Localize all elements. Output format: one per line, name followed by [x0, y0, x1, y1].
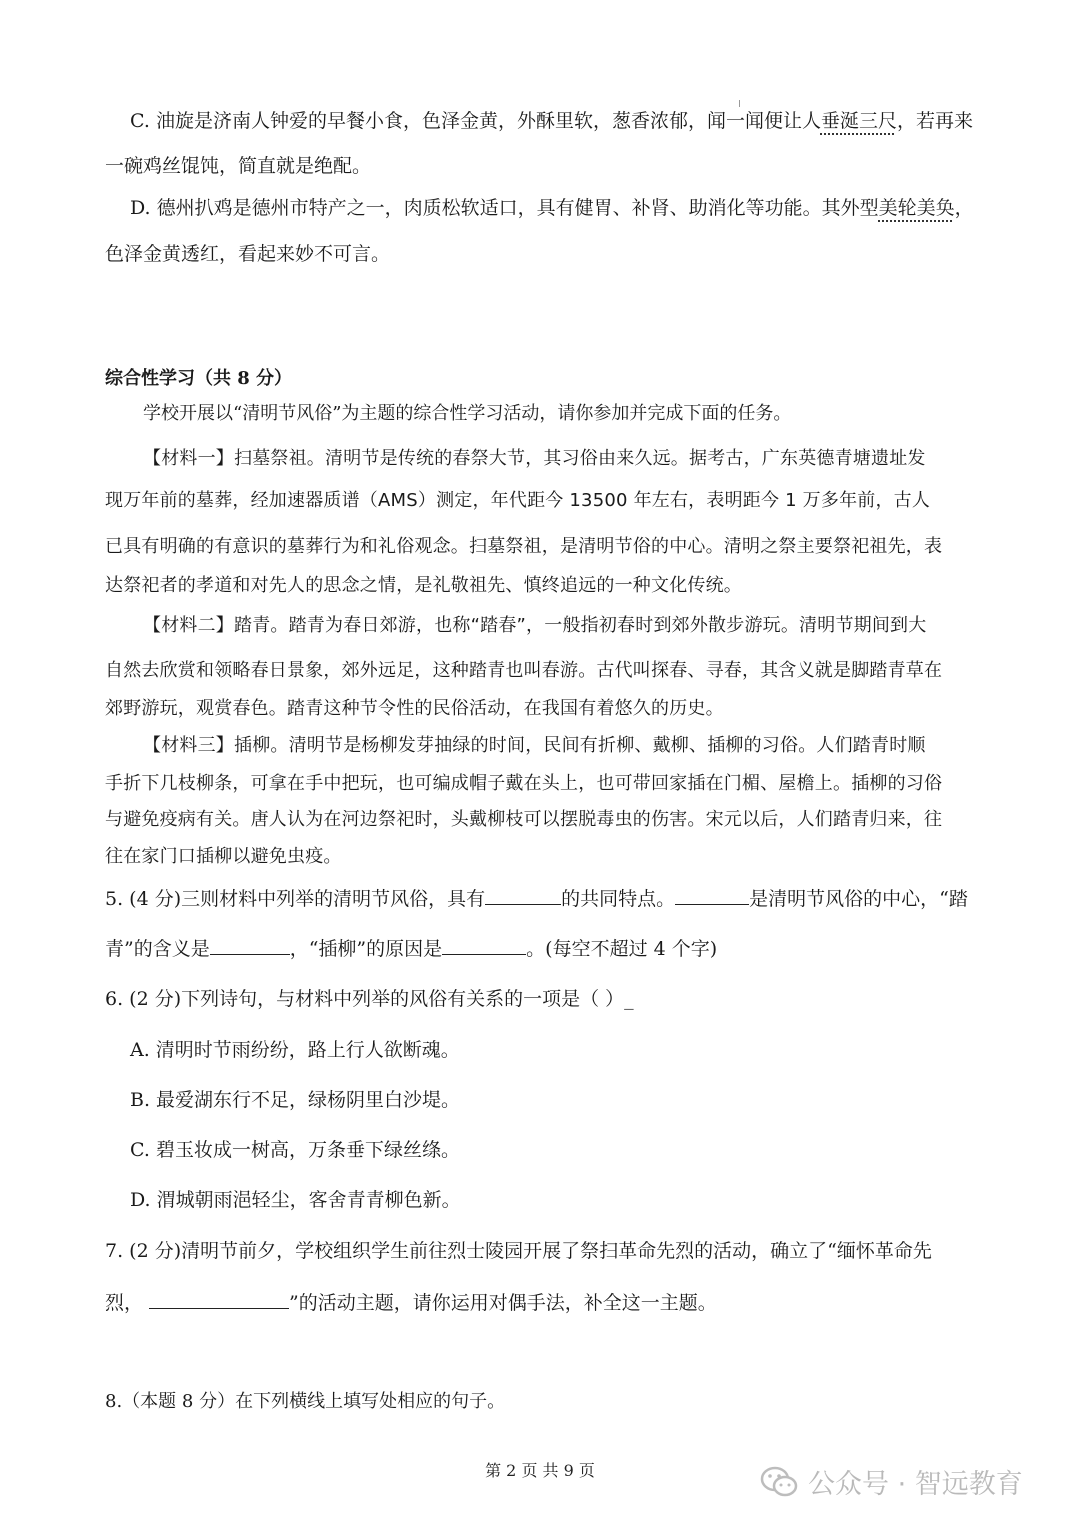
answer-blank[interactable]: [485, 886, 561, 905]
material-3-line: 手折下几枝柳条，可拿在手中把玩，也可编成帽子戴在头上，也可带回家插在门楣、屋檐上。插柳的习俗: [105, 773, 943, 794]
question-6-stem: 6. (2 分)下列诗句，与材料中列举的风俗有关系的一项是（ ）_: [105, 988, 634, 1010]
material-2-line: 【材料二】踏青。踏青为春日郊游，也称“踏春”，一般指初春时到郊外散步游玩。清明节期间到大: [143, 615, 927, 636]
material-1-line: 【材料一】扫墓祭祖。清明节是传统的春祭大节，其习俗由来久远。据考古，广东英德青塘遗址发: [143, 448, 926, 469]
option-d-line2: 色泽金黄透红，看起来妙不可言。: [105, 243, 391, 265]
wechat-watermark: [760, 1462, 1023, 1501]
watermark-text: 公众号 · 智远教育: [808, 1469, 1023, 1500]
stray-mark: [739, 100, 740, 107]
question-5-line2: 青”的含义是 ，“插柳”的原因是 。(每空不超过 4 个字): [105, 938, 718, 960]
option-d-line1: D. 德州扒鸡是德州市特产之一，肉质松软适口，具有健胃、补肾、助消化等功能。其外型美轮美奂，: [130, 197, 974, 219]
material-2-line: 自然去欣赏和领略春日景象，郊外远足，这种踏青也叫春游。古代叫探春、寻春，其含义就是脚踏青草在: [105, 660, 943, 681]
section-title: 综合性学习（共 8 分）: [105, 368, 293, 389]
material-1-line: 已具有明确的有意识的墓葬行为和礼俗观念。扫墓祭祖，是清明节俗的中心。清明之祭主要祭祀祖先，表: [105, 536, 943, 557]
answer-blank[interactable]: [210, 936, 290, 955]
question-6-option-a: A. 清明时节雨纷纷，路上行人欲断魂。: [130, 1039, 460, 1061]
option-c-line2: 一碗鸡丝馄饨，简直就是绝配。: [105, 155, 372, 177]
answer-blank[interactable]: [675, 886, 749, 905]
question-5-line1: 5. (4 分)三则材料中列举的清明节风俗，具有 的共同特点。 是清明节风俗的中心，“踏: [105, 888, 968, 910]
section-intro: 学校开展以“清明节风俗”为主题的综合性学习活动，请你参加并完成下面的任务。: [143, 403, 792, 424]
material-2-line: 郊野游玩，观赏春色。踏青这种节令性的民俗活动，在我国有着悠久的历史。: [105, 698, 724, 719]
material-3-line: 与避免疫病有关。唐人认为在河边祭祀时，头戴柳枝可以摆脱毒虫的伤害。宋元以后，人们踏青归来，往: [105, 809, 943, 830]
material-1-line: 现万年前的墓葬，经加速器质谱（AMS）测定，年代距今 13500 年左右，表明距今 1 万多年前，古人: [105, 490, 931, 511]
material-1-line: 达祭祀者的孝道和对先人的思念之情，是礼敬祖先、慎终追远的一种文化传统。: [105, 575, 742, 596]
material-3-line: 【材料三】插柳。清明节是杨柳发芽抽绿的时间，民间有折柳、戴柳、插柳的习俗。人们踏青时顺: [143, 735, 926, 756]
wechat-logo-icon: [760, 1465, 798, 1499]
material-3-line: 往在家门口插柳以避免虫疫。: [105, 846, 342, 867]
question-6-option-b: B. 最爱湖东行不足，绿杨阴里白沙堤。: [130, 1089, 461, 1111]
option-c-line1: C. 油旋是济南人钟爱的早餐小食，色泽金黄，外酥里软，葱香浓郁，闻一闻便让人垂涎三尺，若再来: [130, 110, 973, 132]
question-8: 8.（本题 8 分）在下列横线上填写处相应的句子。: [105, 1391, 506, 1412]
question-7-line2: 烈， ”的活动主题，请你运用对偶手法，补全这一主题。: [105, 1292, 717, 1314]
page-number: 第 2 页 共 9 页: [485, 1461, 595, 1480]
question-6-option-c: C. 碧玉妆成一树高，万条垂下绿丝绦。: [130, 1139, 460, 1161]
dotted-phrase: 美轮美奂: [878, 197, 955, 219]
dotted-phrase: 垂涎三尺: [820, 110, 897, 132]
answer-blank[interactable]: [442, 936, 526, 955]
question-6-option-d: D. 渭城朝雨浥轻尘，客舍青青柳色新。: [130, 1189, 461, 1211]
answer-blank[interactable]: [149, 1290, 289, 1309]
question-7-line1: 7. (2 分)清明节前夕，学校组织学生前往烈士陵园开展了祭扫革命先烈的活动，确立了“缅怀革命先: [105, 1240, 932, 1262]
